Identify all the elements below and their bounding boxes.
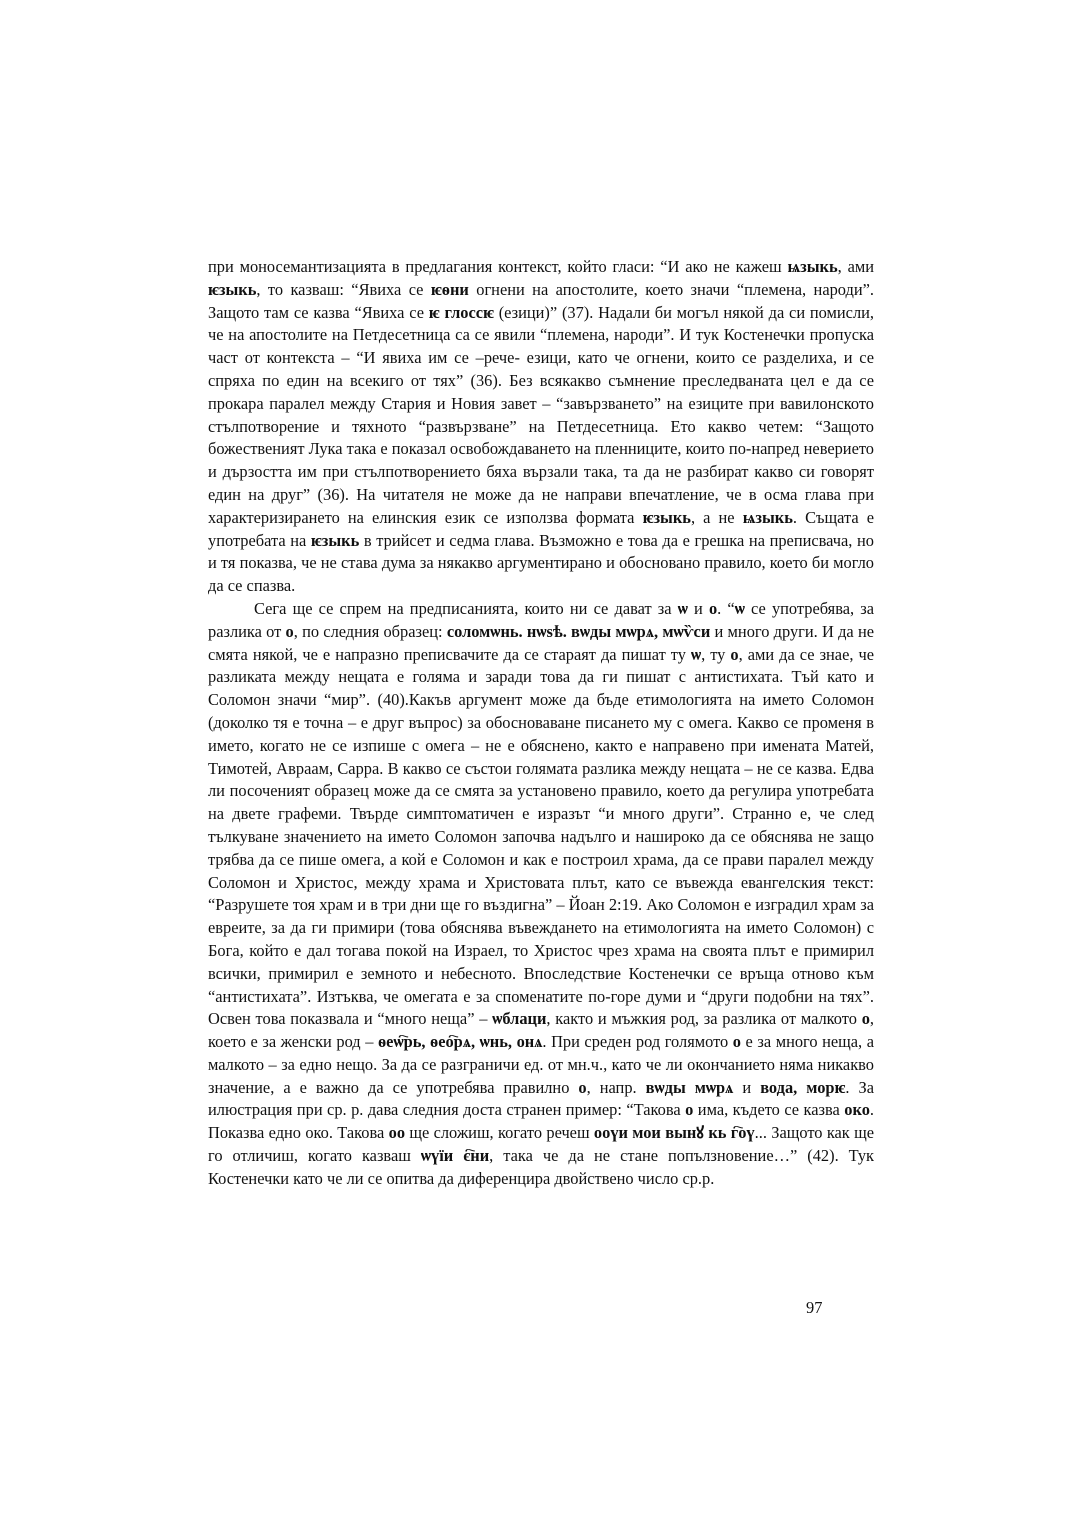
text-run: , ами xyxy=(837,257,874,276)
church-slavonic-word: ѥзыкь xyxy=(642,507,691,527)
church-slavonic-word: ѥзыкь xyxy=(208,279,257,299)
text-run: , а не xyxy=(690,507,743,527)
church-slavonic-word: оо xyxy=(388,1123,406,1143)
church-slavonic-word: ѥзыкь xyxy=(310,530,360,550)
text-run: , ту xyxy=(701,644,731,664)
text-run: в трийсет и седма глава. Възможно е това да е грешка на преписвача, но и тя показва, че не става дума за някакво аргументирано и обосновано правило, което би могло да се спазва. xyxy=(208,530,874,596)
text-run: ще сложиш, когато речеш xyxy=(405,1123,594,1143)
church-slavonic-word: ѡ xyxy=(734,598,745,618)
church-slavonic-word: ѳеѡ҇рь, ѳео҇рѧ, ѡнь, онѧ xyxy=(377,1032,543,1052)
church-slavonic-word: око xyxy=(844,1100,870,1120)
church-slavonic-word: о xyxy=(708,598,718,618)
church-slavonic-word: о xyxy=(861,1009,870,1029)
text-run: . Показва едно око. Такова xyxy=(208,1100,874,1143)
text-run: , по следния образец: xyxy=(293,621,447,641)
church-slavonic-word: ѡ xyxy=(677,598,688,618)
church-slavonic-word: ѩзыкь xyxy=(787,257,838,276)
text-run: е за много неща, а малкото – за едно нещо. За да се разграничи ед. от мн.ч., като че ли окончанието няма никакво значение, а е важно да се употребява правилно xyxy=(208,1032,874,1097)
church-slavonic-word: о xyxy=(732,1032,741,1052)
church-slavonic-word: о xyxy=(578,1077,587,1097)
text-run: и xyxy=(687,598,709,618)
text-run: огнени на апостолите, което значи “племена, народи”. Защото там се казва “Явиха се xyxy=(208,279,875,322)
text-run: , ами да се знае, че разликата между нещата е голяма и заради това да ги пишат с антистихата. Тъй като и Соломон значи “мир”. (40).Какъв аргумент може да бъде етимологията на името Соломон (доколко тя е точна – е друг въпрос) за обосноваване писането му с омега. Какво се променя в името, когато не се изпише с омега – не е обяснено, както е направено при имената Матей, Тимотей, Авраам, Сарра. В какво се състои голямата разлика между нещата – не се казва. Едва ли посоченият образец може да се смята за установено правило, което да регулира употребата на двете графеми. Твърде симптоматичен е изразът “и много други”. Странно е, че след тълкуване значението на името Соломон започва надълго и нашироко да се обяснява не защо трябва да се пише омега, а кой е Соломон и как е построил храма, да се прави паралел между Соломон и Христос, между храма и Христовата плът, като се въвежда евангелския текст: “Разрушете тоя храм и в три дни ще го въздигна” – Йоан 2:19. Ако Соломон е изградил храм за евреите, за да ги примири (това обяснява въвеждането на етимологията на името Соломон) с Бога, който е дал тогава покой на Израел, то Христос чрез храма на своята плът е примирил всички, примирил е земното и небесното. Впоследствие Костенечки се връща отново към “антистихата”. Изтъква, че омегата е за споменатите по-горе думи и “други подобни на тях”. Освен това показвала и “много неща” – xyxy=(208,644,875,1029)
text-run: . “ xyxy=(717,598,735,618)
text-run: , напр. xyxy=(586,1077,646,1097)
text-run: . Същата е употребата на xyxy=(208,507,875,550)
text-run: , както и мъжкия род, за разлика от малкото xyxy=(546,1009,862,1029)
page-body xyxy=(208,256,874,1191)
church-slavonic-word: ѥѳни xyxy=(430,279,469,299)
church-slavonic-word: ѩзыкь xyxy=(742,507,793,527)
text-run: и много други. И да не смята някой, че е напразно преписвачите да се стараят да пишат ту xyxy=(208,621,874,664)
text-run: . При среден род голямото xyxy=(542,1032,733,1052)
text-run: ... Защото как ще го отличиш, когато казваш xyxy=(208,1123,875,1166)
church-slavonic-word: о xyxy=(730,644,739,664)
church-slavonic-word: ѡүїи є҇ни xyxy=(420,1146,490,1166)
paragraph-2 xyxy=(208,598,874,1191)
church-slavonic-word: ѥ глоссѥ xyxy=(428,302,494,322)
text-run: има, където се казва xyxy=(693,1100,845,1120)
church-slavonic-word: ооүи мои вынꙋ кь г҇оү xyxy=(593,1123,755,1143)
page-number: 97 xyxy=(806,1298,823,1317)
text-run: Сега ще се спрем на предписанията, които ни се дават за xyxy=(254,598,678,618)
church-slavonic-word: о xyxy=(685,1100,694,1120)
paragraph-1 xyxy=(208,256,874,598)
text-run: (езици)” (37). Надали би могъл някой да си помисли, че на апостолите на Петдесетница са се явили “племена, народи”. И тук Костенечки пропуска част от контекста – “И явиха им се –рече- езици, като че огнени, които се разделиха, и се спряха по един на всекиго от тях” (36). Без всякакво съмнение преследваната цел е да се прокара паралел между Стария и Новия завет – “завързването” на езиците при вавилонското стълпотворение и тяхното “развързване” на Петдесетница. Ето какво четем: “Защото божественият Лука така е показал освобождаването на пленниците, които по-напред неверието и дързостта им при стълпотворението бяха вързали така, та да не разбират какво си говорят един на друг” (36). На читателя не може да не направи впечатление, че в осма глава при характеризирането на елинския език се използва формата xyxy=(208,302,875,527)
text-run: , което е за женски род – xyxy=(208,1009,875,1052)
church-slavonic-word: соломѡнь. нѡѕѣ. вѡды мѡрѧ, мѡѷси xyxy=(446,621,711,641)
church-slavonic-word: ѡблаци xyxy=(492,1009,547,1029)
text-run: , така че да не стане попълзновение…” (42). Тук Костенечки като че ли се опитва да диференцира двойствено число ср.р. xyxy=(208,1146,875,1188)
text-run: и xyxy=(733,1077,761,1097)
church-slavonic-word: ѡ xyxy=(690,644,702,664)
text-run: , то казваш: “Явиха се xyxy=(256,279,431,299)
church-slavonic-word: вода, морѥ xyxy=(760,1077,846,1097)
church-slavonic-word: о xyxy=(285,621,294,641)
church-slavonic-word: вѡды мѡрѧ xyxy=(645,1077,734,1097)
text-run: . За илюстрация при ср. р. дава следния доста странен пример: “Такова xyxy=(208,1077,874,1120)
text-run: се употребява, за разлика от xyxy=(208,598,874,641)
text-run: при моносемантизацията в предлагания контекст, който гласи: “И ако не кажеш xyxy=(208,257,788,276)
